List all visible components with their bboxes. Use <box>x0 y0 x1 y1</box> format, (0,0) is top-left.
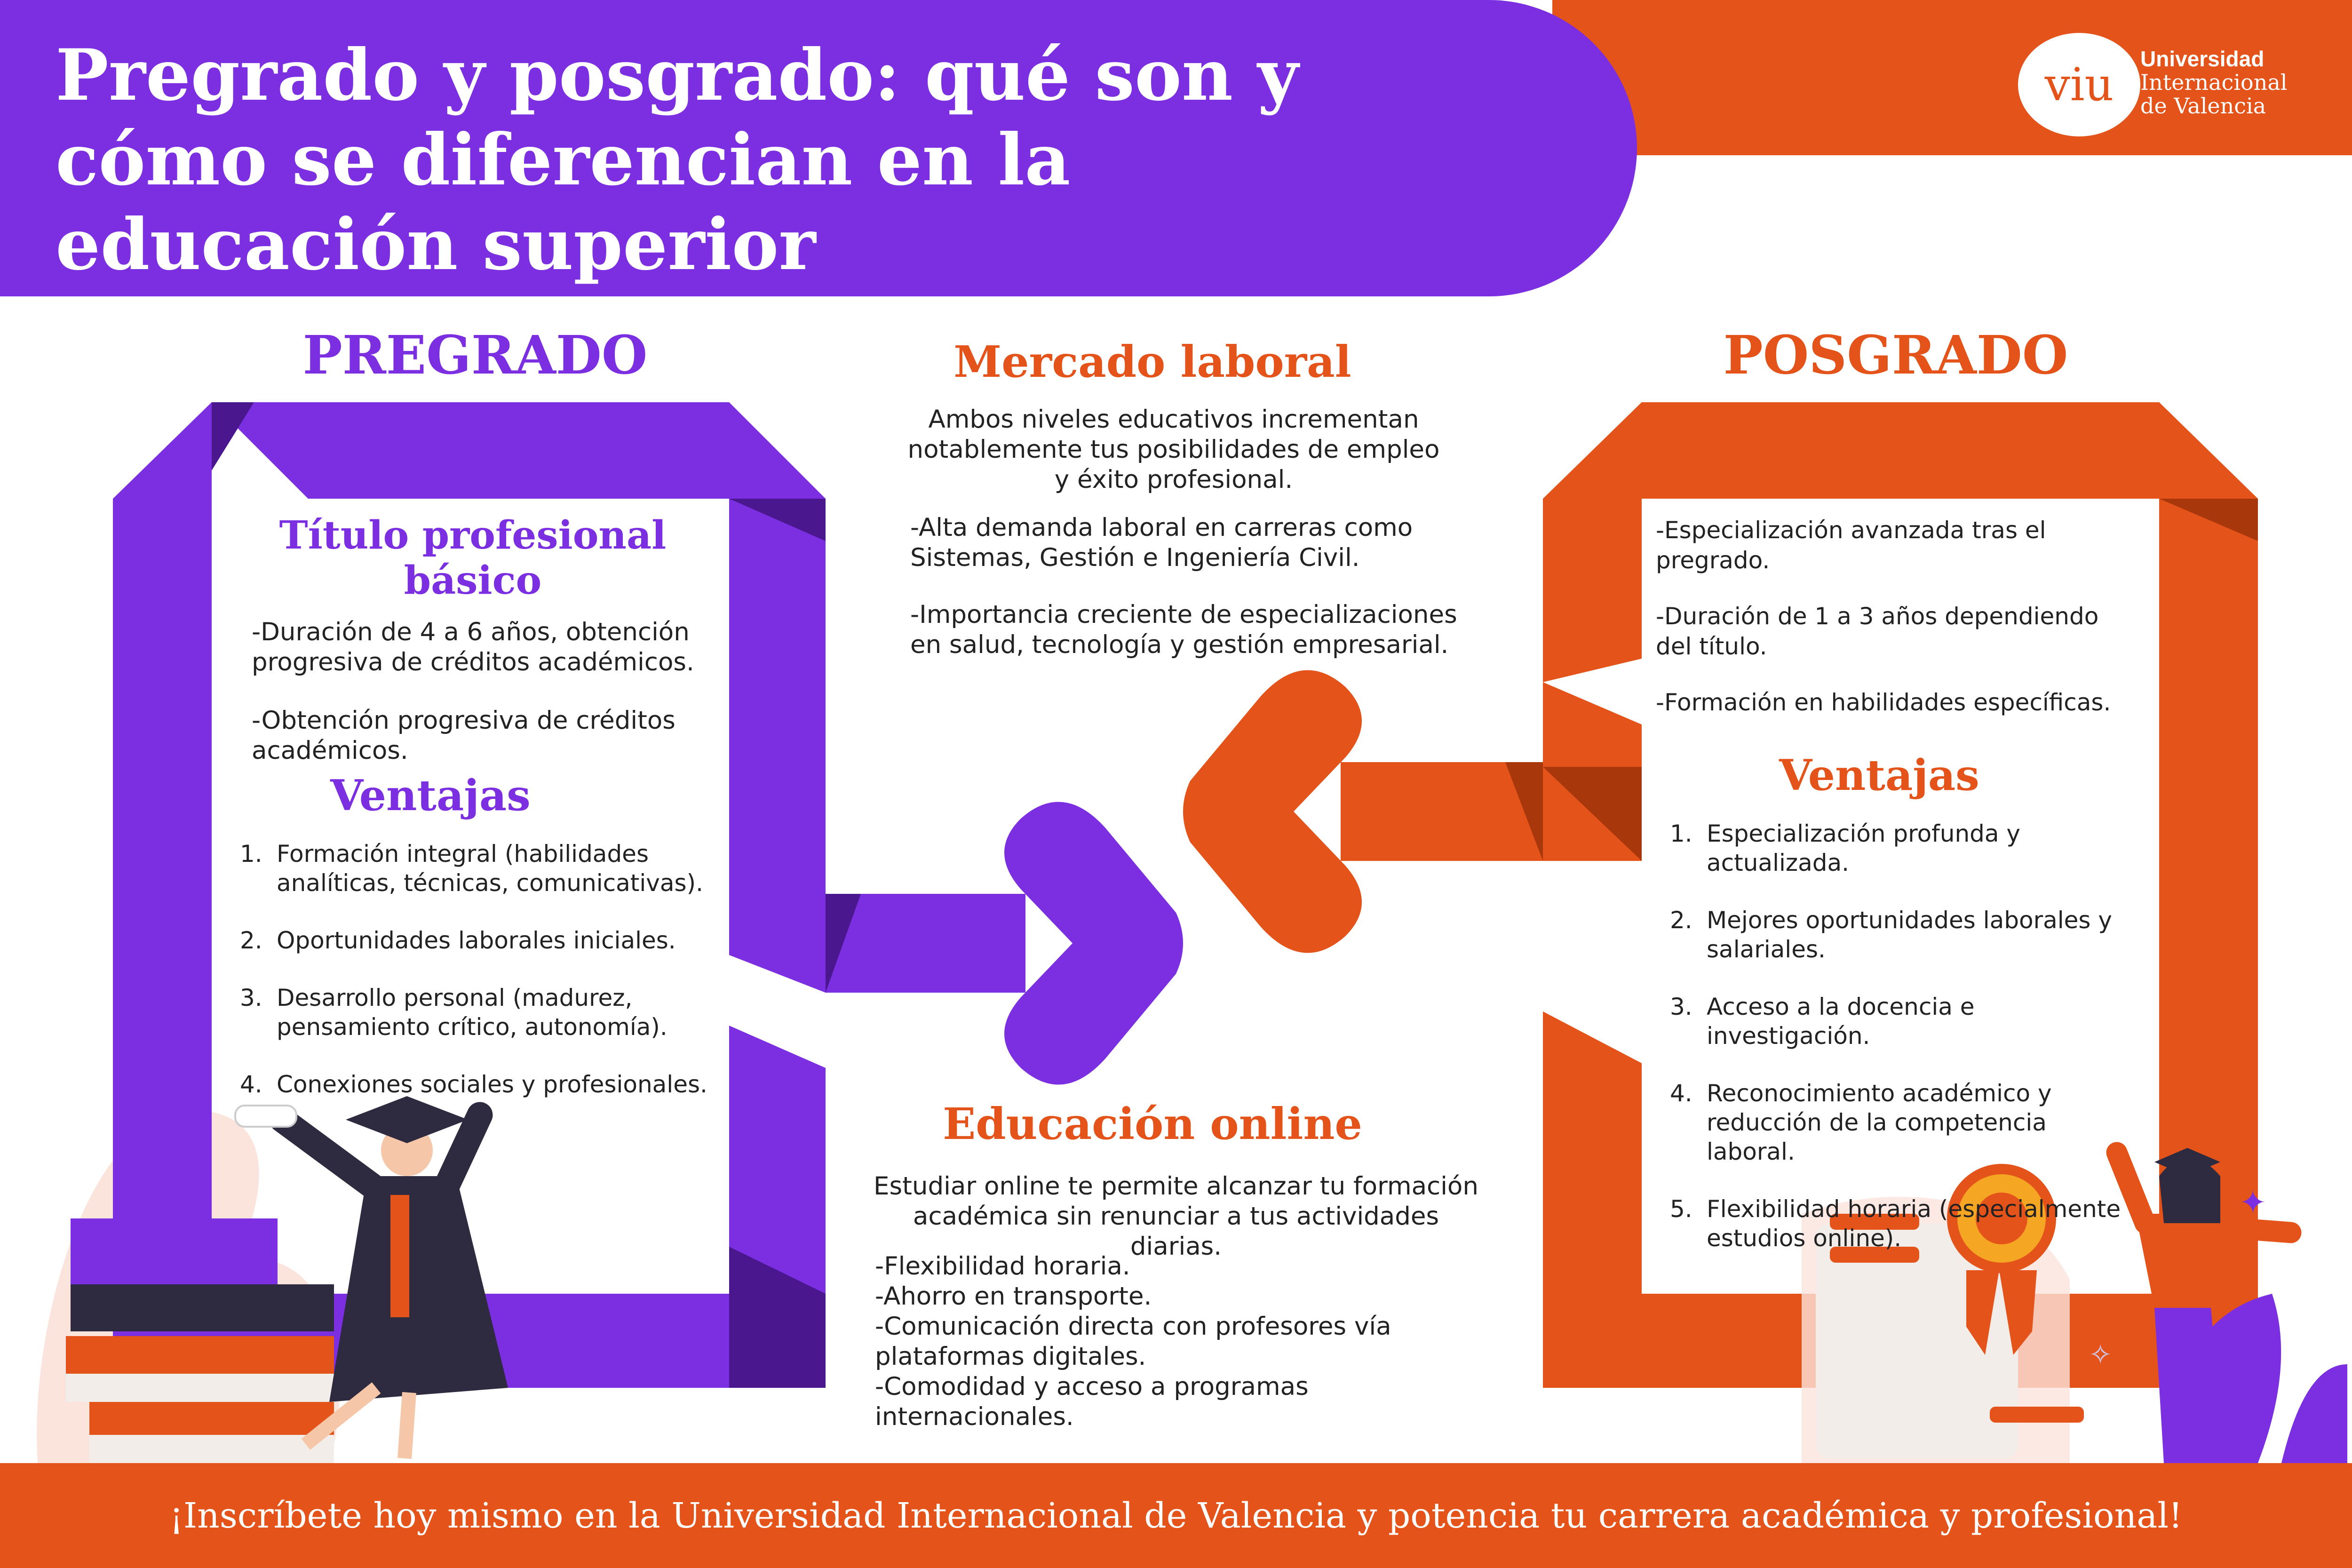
list-item <box>1670 819 2140 877</box>
book-white-2 <box>89 1435 334 1463</box>
footer-banner <box>0 1463 2352 1568</box>
posgrado-arrow-head <box>1183 670 1362 953</box>
online-benefit-2: -Ahorro en transporte. <box>875 1282 1152 1311</box>
pregrado-subheading: Título profesional básico <box>279 513 667 603</box>
posgrado-box <box>1656 515 2159 1281</box>
logo-mark-text: viu <box>2044 58 2114 111</box>
online-heading: Educación online <box>943 1098 1362 1149</box>
online-benefit-3: -Comunicación directa con profesores vía plataformas digitales. <box>875 1312 1391 1371</box>
sparkle-icon-2: ✧ <box>2089 1338 2113 1371</box>
mercado-intro: Ambos niveles educativos incrementan notablemente tus posibilidades de empleo y éxito profesional. <box>907 405 1440 494</box>
logo-line2: Internacional <box>2140 70 2288 95</box>
logo-line3: de Valencia <box>2140 93 2266 119</box>
list-item-text: Acceso a la docencia e investigación. <box>1707 993 1975 1050</box>
pregrado-ribbon-right-top <box>729 499 826 993</box>
pregrado-desc-2: -Obtención progresiva de créditos académicos. <box>252 706 675 765</box>
list-item-number: 1. <box>1670 820 1692 847</box>
online-benefits <box>875 1251 1439 1432</box>
list-item <box>240 926 715 955</box>
list-item-number: 5. <box>1670 1195 1692 1223</box>
posgrado-desc-1: -Especialización avanzada tras el pregrado. <box>1656 517 2046 574</box>
pregrado-ventajas-title: Ventajas <box>330 771 531 820</box>
plant-leaves-2 <box>2281 1364 2347 1463</box>
mercado-point-1: -Alta demanda laboral en carreras como Sistemas, Gestión e Ingeniería Civil. <box>910 513 1413 572</box>
list-item <box>1670 1194 2140 1253</box>
woman-arm-right <box>2230 1228 2291 1233</box>
book-orange-2 <box>89 1402 334 1435</box>
list-item-text: Reconocimiento académico y reducción de la competencia laboral. <box>1707 1080 2052 1165</box>
book-orange-1 <box>66 1336 334 1374</box>
list-item <box>1670 1079 2140 1166</box>
book-purple <box>71 1218 278 1284</box>
list-item-text: Formación integral (habilidades analíticas, técnicas, comunicativas). <box>277 840 703 897</box>
graduate-gown <box>329 1176 508 1402</box>
book-dark <box>71 1284 334 1331</box>
mercado-point-2: -Importancia creciente de especializaciones en salud, tecnología y gestión empresarial. <box>910 600 1457 659</box>
page-title: Pregrado y posgrado: qué son y cómo se diferencian en la educación superior <box>56 34 1299 286</box>
online-benefit-4: -Comodidad y acceso a programas internacionales. <box>875 1372 1309 1431</box>
posgrado-desc-2: -Duración de 1 a 3 años dependiendo del título. <box>1656 603 2099 660</box>
list-item <box>240 839 715 898</box>
sparkle-icon: ✦ <box>2239 1183 2267 1222</box>
certificate-line-3 <box>1990 1407 2084 1423</box>
mercado-heading: Mercado laboral <box>954 336 1351 387</box>
list-item <box>240 1070 715 1099</box>
graduate-leg-right <box>405 1393 409 1458</box>
list-item-number: 2. <box>240 927 262 954</box>
list-item-number: 2. <box>1670 907 1692 934</box>
pregrado-box <box>230 513 715 1127</box>
list-item-number: 4. <box>240 1071 262 1098</box>
graduate-arm-left <box>282 1120 372 1186</box>
list-item-number: 3. <box>1670 993 1692 1020</box>
posgrado-ventajas-title: Ventajas <box>1779 750 1979 800</box>
posgrado-ribbon-top <box>1642 402 2258 499</box>
online-intro: Estudiar online te permite alcanzar tu formación académica sin renunciar a tus actividades diarias. <box>874 1172 1478 1261</box>
footer-text: ¡Inscríbete hoy mismo en la Universidad Internacional de Valencia y potencia tu carrera académica y profesional! <box>169 1495 2183 1536</box>
posgrado-heading: POSGRADO <box>1723 325 2068 386</box>
list-item-text: Flexibilidad horaria (especialmente estudios online). <box>1707 1195 2121 1252</box>
logo-line1: Universidad <box>2140 47 2265 71</box>
list-item-text: Mejores oportunidades laborales y salariales. <box>1707 907 2112 963</box>
list-item-number: 3. <box>240 984 262 1011</box>
graduate-scarf <box>390 1195 409 1317</box>
pregrado-arrow-head <box>1004 802 1183 1084</box>
list-item-number: 4. <box>1670 1080 1692 1107</box>
list-item-text: Conexiones sociales y profesionales. <box>277 1071 707 1098</box>
book-white-1 <box>66 1374 334 1402</box>
list-item <box>1670 992 2140 1051</box>
posgrado-ventajas-list <box>1656 819 2140 1253</box>
online-benefit-1: -Flexibilidad horaria. <box>875 1252 1130 1281</box>
list-item-text: Especialización profunda y actualizada. <box>1707 820 2021 876</box>
list-item <box>1670 906 2140 964</box>
list-item-text: Oportunidades laborales iniciales. <box>277 927 676 954</box>
pregrado-heading: PREGRADO <box>302 325 648 386</box>
list-item-text: Desarrollo personal (madurez, pensamiento crítico, autonomía). <box>277 984 667 1041</box>
posgrado-desc-3: -Formación en habilidades específicas. <box>1656 689 2111 716</box>
list-item-number: 1. <box>240 840 262 868</box>
posgrado-ribbon-top-left <box>1543 402 1642 682</box>
pregrado-ventajas-list <box>230 839 715 1099</box>
pregrado-desc-1: -Duración de 4 a 6 años, obtención progresiva de créditos académicos. <box>252 618 694 677</box>
pregrado-ribbon-top <box>212 402 826 499</box>
list-item <box>240 983 715 1042</box>
